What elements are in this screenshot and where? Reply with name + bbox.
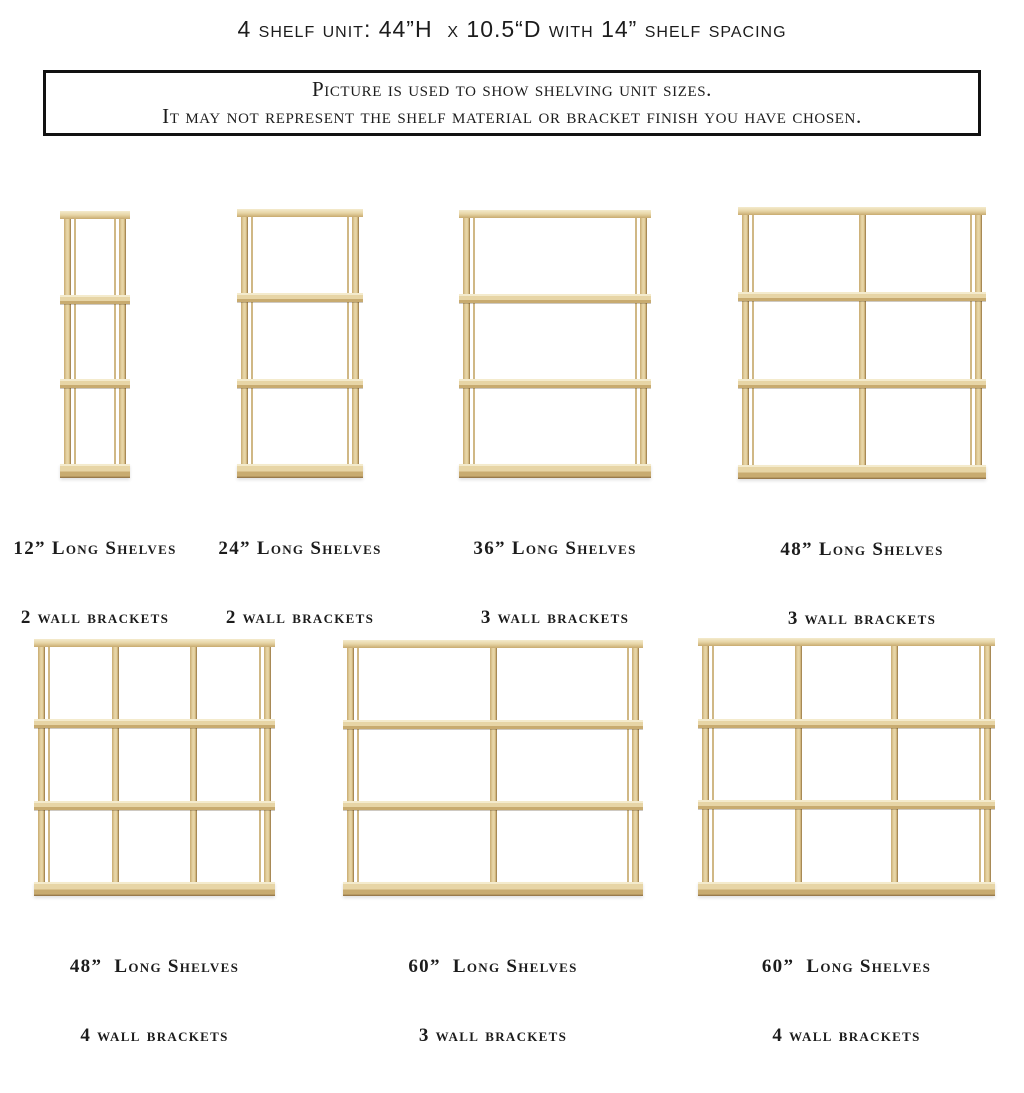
- unit-label-line1: 24” Long Shelves: [218, 538, 382, 559]
- side-post: [119, 211, 126, 478]
- side-post: [640, 210, 647, 478]
- unit-label-line2: 4 wall brackets: [80, 1025, 229, 1046]
- side-post: [241, 209, 248, 478]
- top-shelf: [237, 209, 363, 217]
- unit-frame: [62, 211, 128, 478]
- top-shelf: [343, 640, 643, 648]
- bottom-shelf: [237, 464, 363, 478]
- top-shelf: [459, 210, 651, 218]
- unit-label-line1: 12” Long Shelves: [13, 538, 177, 559]
- back-post-line: [627, 648, 629, 884]
- shelf-unit-36-inch-3-bracket: [461, 210, 649, 628]
- bottom-shelf: [343, 882, 643, 896]
- divider-post: [190, 639, 197, 896]
- shelf-unit-24-inch-2-bracket: [218, 209, 382, 628]
- back-post-line: [635, 218, 637, 466]
- top-shelf: [738, 207, 986, 215]
- bottom-shelf: [738, 465, 986, 479]
- middle-shelf: [343, 801, 643, 810]
- unit-frame: [740, 207, 984, 479]
- unit-label-line1: 48” Long Shelves: [780, 539, 944, 560]
- middle-shelf: [698, 719, 995, 728]
- unit-label-line1: 60” Long Shelves: [761, 956, 932, 977]
- middle-shelf: [34, 719, 275, 728]
- back-post-line: [979, 646, 981, 884]
- side-post: [975, 207, 982, 479]
- unit-label: [762, 909, 931, 1093]
- side-post: [463, 210, 470, 478]
- unit-label-line2: 2 wall brackets: [225, 607, 375, 628]
- top-shelf: [698, 638, 995, 646]
- back-post-line: [970, 215, 972, 467]
- shelf-unit-60-inch-4-bracket: [700, 638, 993, 1046]
- shelf-unit-48-inch-3-bracket: [740, 207, 984, 629]
- side-post: [347, 640, 354, 896]
- divider-post: [112, 639, 119, 896]
- side-post: [38, 639, 45, 896]
- side-post: [742, 207, 749, 479]
- side-post: [264, 639, 271, 896]
- unit-label-line2: 4 wall brackets: [772, 1025, 921, 1046]
- unit-frame: [461, 210, 649, 478]
- unit-frame: [345, 640, 641, 896]
- unit-label-line1: 60” Long Shelves: [408, 956, 578, 977]
- shelf-unit-48-inch-4-bracket: [36, 639, 273, 1046]
- middle-shelf: [343, 720, 643, 729]
- middle-shelf: [459, 379, 651, 388]
- back-post-line: [114, 219, 116, 466]
- notice-box: [43, 70, 981, 136]
- side-post: [64, 211, 71, 478]
- divider-post: [795, 638, 802, 896]
- back-post-line: [347, 217, 349, 466]
- back-post-line: [259, 647, 261, 884]
- unit-label-line2: 2 wall brackets: [20, 607, 170, 628]
- back-post-line: [357, 648, 359, 884]
- back-post-line: [712, 646, 714, 884]
- unit-label-line2: 3 wall brackets: [787, 608, 937, 629]
- bottom-shelf: [459, 464, 651, 478]
- back-post-line: [48, 647, 50, 884]
- shelf-unit-12-inch-2-bracket: [13, 211, 177, 628]
- unit-frame: [700, 638, 993, 896]
- divider-post: [859, 207, 866, 479]
- unit-label-line2: 3 wall brackets: [418, 1025, 568, 1046]
- notice-line-1: Picture is used to show shelving unit sizes.: [311, 77, 713, 101]
- unit-label-line1: 48” Long Shelves: [69, 956, 240, 977]
- bottom-shelf: [698, 882, 995, 896]
- middle-shelf: [34, 801, 275, 810]
- shelf-unit-60-inch-3-bracket: [345, 640, 641, 1046]
- bottom-shelf: [60, 464, 130, 478]
- side-post: [702, 638, 709, 896]
- middle-shelf: [60, 295, 130, 304]
- middle-shelf: [738, 292, 986, 301]
- divider-post: [891, 638, 898, 896]
- middle-shelf: [459, 294, 651, 303]
- unit-label: [408, 909, 577, 1093]
- side-post: [632, 640, 639, 896]
- top-shelf: [60, 211, 130, 219]
- back-post-line: [752, 215, 754, 467]
- unit-label-line1: 36” Long Shelves: [473, 538, 637, 559]
- top-shelf: [34, 639, 275, 647]
- middle-shelf: [60, 379, 130, 388]
- side-post: [984, 638, 991, 896]
- middle-shelf: [237, 379, 363, 388]
- middle-shelf: [738, 379, 986, 388]
- unit-frame: [239, 209, 361, 478]
- page-title: 4 shelf unit: 44”H x 10.5“D with 14” shelf spacing: [237, 16, 787, 42]
- unit-label: [70, 909, 239, 1093]
- unit-label-line2: 3 wall brackets: [480, 607, 630, 628]
- back-post-line: [473, 218, 475, 466]
- back-post-line: [251, 217, 253, 466]
- divider-post: [490, 640, 497, 896]
- notice-line-2: It may not represent the shelf material or bracket finish you have chosen.: [162, 104, 862, 128]
- bottom-shelf: [34, 882, 275, 896]
- unit-frame: [36, 639, 273, 896]
- back-post-line: [74, 219, 76, 466]
- side-post: [352, 209, 359, 478]
- middle-shelf: [237, 293, 363, 302]
- middle-shelf: [698, 800, 995, 809]
